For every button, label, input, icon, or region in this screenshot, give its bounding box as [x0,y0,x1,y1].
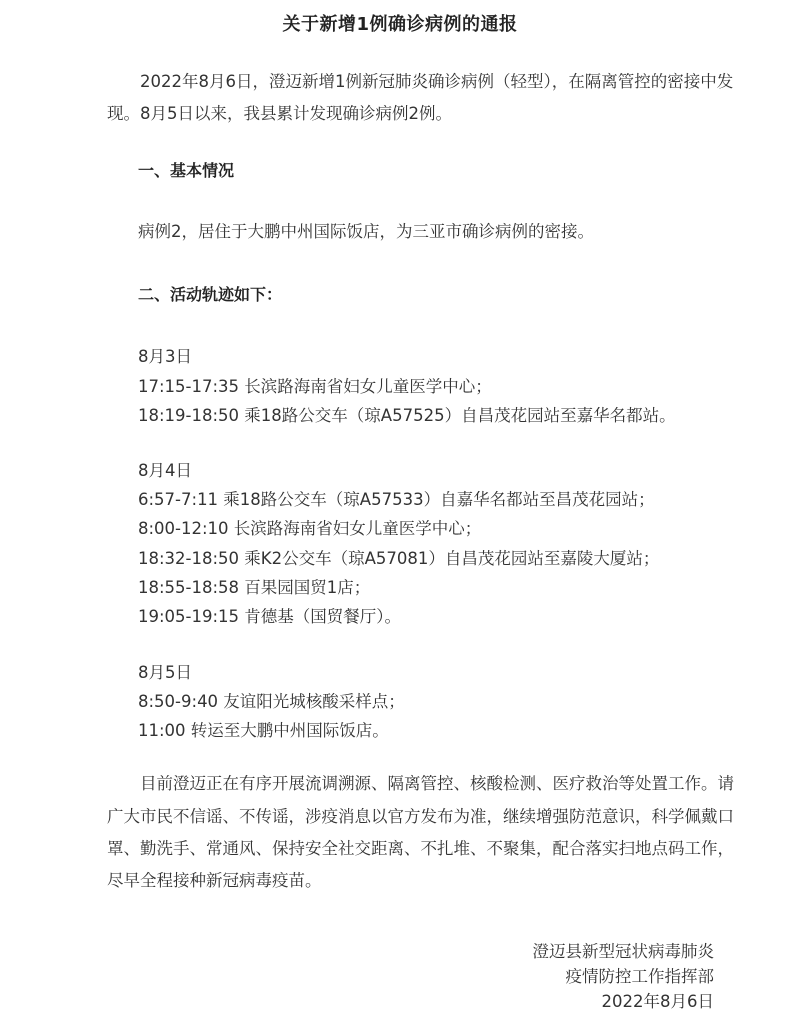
day-2-item-1: 6:57-7:11 乘18路公交车（琼A57533）自嘉华名都站至昌茂花园站； [138,490,655,509]
day-2-item-3: 18:32-18:50 乘K2公交车（琼A57081）自昌茂花园站至嘉陵大厦站； [138,549,660,568]
signature-date: 2022年8月6日 [601,992,714,1011]
day-1-item-2: 18:19-18:50 乘18路公交车（琼A57525）自昌茂花园站至嘉华名都站。 [138,406,676,425]
day-2-item-4: 18:55-18:58 百果园国贸1店； [138,578,371,597]
day-2-item-5: 19:05-19:15 肯德基（国贸餐厅）。 [138,607,402,626]
day-3-item-2: 11:00 转运至大鹏中州国际饭店。 [138,721,389,740]
section-1-text: 病例2，居住于大鹏中州国际饭店，为三亚市确诊病例的密接。 [138,222,594,241]
closing-line-1: 目前澄迈正在有序开展流调溯源、隔离管控、核酸检测、医疗救治等处置工作。请 [140,774,734,793]
document-title: 关于新增1例确诊病例的通报 [282,14,518,35]
signature-org-line-2: 疫情防控工作指挥部 [565,967,714,986]
intro-line-1: 2022年8月6日，澄迈新增1例新冠肺炎确诊病例（轻型），在隔离管控的密接中发 [140,72,734,91]
signature-org-line-1: 澄迈县新型冠状病毒肺炎 [532,942,714,961]
section-2-heading: 二、活动轨迹如下： [138,285,283,304]
intro-line-2: 现。8月5日以来，我县累计发现确诊病例2例。 [107,104,452,123]
day-3-date: 8月5日 [138,663,192,682]
day-1-date: 8月3日 [138,347,192,366]
day-2-date: 8月4日 [138,461,192,480]
day-2-item-2: 8:00-12:10 长滨路海南省妇女儿童医学中心； [138,519,482,538]
closing-line-3: 罩、勤洗手、常通风、保持安全社交距离、不扎堆、不聚集，配合落实扫地点码工作， [107,839,734,858]
day-3-item-1: 8:50-9:40 友谊阳光城核酸采样点； [138,692,405,711]
closing-line-2: 广大市民不信谣、不传谣，涉疫消息以官方发布为准，继续增强防范意识，科学佩戴口 [107,807,734,826]
day-1-item-1: 17:15-17:35 长滨路海南省妇女儿童医学中心； [138,377,492,396]
section-1-heading: 一、基本情况 [138,161,235,180]
closing-line-4: 尽早全程接种新冠病毒疫苗。 [107,871,322,890]
